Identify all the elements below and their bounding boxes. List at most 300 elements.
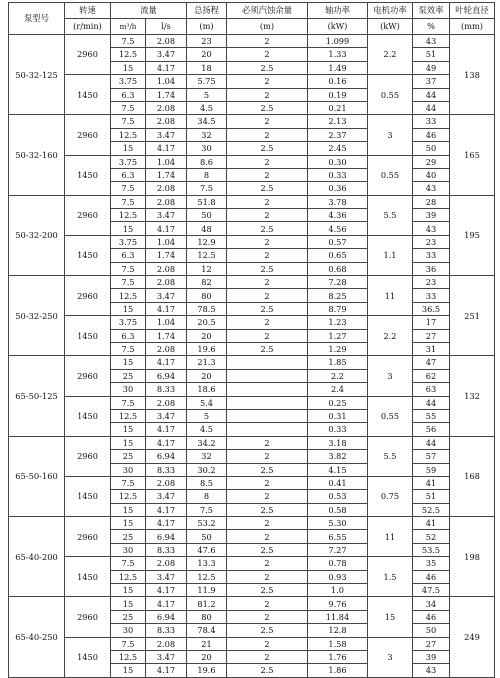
npsh-cell: 2 [227, 517, 308, 530]
efficiency-cell: 23 [413, 235, 450, 248]
flow-m3h-cell: 15 [111, 503, 146, 516]
model-cell: 65-50-125 [9, 356, 65, 436]
header-speed: 转速 [65, 3, 111, 19]
npsh-cell: 2.5 [227, 463, 308, 476]
shaft-power-cell: 0.19 [308, 88, 368, 101]
npsh-cell: 2 [227, 557, 308, 570]
flow-ls-cell: 4.17 [146, 423, 187, 436]
head-cell: 30.2 [187, 463, 227, 476]
shaft-power-cell: 12.8 [308, 624, 368, 637]
flow-ls-cell: 3.47 [146, 48, 187, 61]
flow-ls-cell: 6.94 [146, 610, 187, 623]
efficiency-cell: 27 [413, 637, 450, 650]
npsh-cell [227, 396, 308, 409]
flow-ls-cell: 8.33 [146, 463, 187, 476]
efficiency-cell: 44 [413, 101, 450, 114]
efficiency-cell: 41 [413, 517, 450, 530]
npsh-cell [227, 383, 308, 396]
shaft-power-cell: 1.58 [308, 637, 368, 650]
head-cell: 20 [187, 329, 227, 342]
impeller-diameter-cell: 132 [450, 356, 495, 436]
shaft-power-cell: 1.099 [308, 35, 368, 48]
efficiency-cell: 53.5 [413, 543, 450, 556]
head-cell: 5 [187, 409, 227, 422]
flow-m3h-cell: 15 [111, 664, 146, 677]
flow-ls-cell: 2.08 [146, 195, 187, 208]
impeller-diameter-cell: 195 [450, 195, 495, 275]
npsh-cell: 2.5 [227, 262, 308, 275]
table-row [9, 75, 495, 88]
head-cell: 12 [187, 262, 227, 275]
flow-ls-cell: 1.04 [146, 155, 187, 168]
model-cell: 50-32-160 [9, 115, 65, 195]
efficiency-cell: 39 [413, 209, 450, 222]
shaft-power-cell: 0.41 [308, 476, 368, 489]
npsh-cell: 2 [227, 329, 308, 342]
flow-m3h-cell: 3.75 [111, 155, 146, 168]
header-head: 总扬程 [187, 3, 227, 19]
flow-ls-cell: 3.47 [146, 409, 187, 422]
impeller-diameter-cell: 138 [450, 35, 495, 115]
shaft-power-cell: 0.31 [308, 409, 368, 422]
table-row [9, 356, 495, 369]
motor-power-cell: 11 [368, 517, 413, 557]
efficiency-cell: 36 [413, 262, 450, 275]
impeller-diameter-cell: 249 [450, 597, 495, 677]
flow-m3h-cell: 15 [111, 222, 146, 235]
shaft-power-cell: 4.36 [308, 209, 368, 222]
npsh-cell: 2.5 [227, 584, 308, 597]
shaft-power-cell: 0.57 [308, 235, 368, 248]
speed-cell: 1450 [65, 235, 111, 275]
flow-m3h-cell: 30 [111, 383, 146, 396]
npsh-cell: 2 [227, 436, 308, 449]
efficiency-cell: 57 [413, 450, 450, 463]
npsh-cell: 2.5 [227, 182, 308, 195]
table-row [9, 436, 495, 449]
header-npsh-unit: (m) [227, 19, 308, 35]
efficiency-cell: 39 [413, 650, 450, 663]
head-cell: 8 [187, 490, 227, 503]
efficiency-cell: 43 [413, 222, 450, 235]
npsh-cell: 2 [227, 289, 308, 302]
header-eff-unit: % [413, 19, 450, 35]
npsh-cell: 2.5 [227, 302, 308, 315]
impeller-diameter-cell: 251 [450, 276, 495, 356]
efficiency-cell: 36.5 [413, 302, 450, 315]
table-header [9, 3, 495, 35]
head-cell: 20 [187, 650, 227, 663]
model-cell: 50-32-250 [9, 276, 65, 356]
motor-power-cell: 5.5 [368, 436, 413, 476]
head-cell: 34.5 [187, 115, 227, 128]
motor-power-cell: 3 [368, 115, 413, 155]
head-cell: 4.5 [187, 423, 227, 436]
npsh-cell [227, 423, 308, 436]
npsh-cell [227, 356, 308, 369]
npsh-cell: 2 [227, 235, 308, 248]
flow-m3h-cell: 12.5 [111, 570, 146, 583]
flow-m3h-cell: 15 [111, 142, 146, 155]
table-row [9, 235, 495, 248]
npsh-cell: 2 [227, 570, 308, 583]
flow-ls-cell: 1.74 [146, 88, 187, 101]
motor-power-cell: 3 [368, 356, 413, 396]
npsh-cell: 2 [227, 128, 308, 141]
flow-m3h-cell: 12.5 [111, 289, 146, 302]
flow-ls-cell: 3.47 [146, 209, 187, 222]
head-cell: 13.3 [187, 557, 227, 570]
shaft-power-cell: 4.15 [308, 463, 368, 476]
efficiency-cell: 44 [413, 88, 450, 101]
flow-m3h-cell: 6.3 [111, 168, 146, 181]
flow-ls-cell: 2.08 [146, 35, 187, 48]
table-row [9, 35, 495, 48]
flow-ls-cell: 2.08 [146, 342, 187, 355]
flow-m3h-cell: 3.75 [111, 75, 146, 88]
speed-cell: 1450 [65, 75, 111, 115]
flow-ls-cell: 4.17 [146, 597, 187, 610]
npsh-cell [227, 369, 308, 382]
flow-ls-cell: 2.08 [146, 557, 187, 570]
shaft-power-cell: 2.45 [308, 142, 368, 155]
npsh-cell: 2 [227, 450, 308, 463]
efficiency-cell: 33 [413, 249, 450, 262]
shaft-power-cell: 1.76 [308, 650, 368, 663]
flow-ls-cell: 2.08 [146, 637, 187, 650]
speed-cell: 2960 [65, 195, 111, 235]
npsh-cell: 2 [227, 597, 308, 610]
table-body [9, 35, 495, 678]
efficiency-cell: 33 [413, 289, 450, 302]
flow-m3h-cell: 3.75 [111, 316, 146, 329]
flow-ls-cell: 3.47 [146, 570, 187, 583]
flow-m3h-cell: 15 [111, 436, 146, 449]
efficiency-cell: 49 [413, 61, 450, 74]
flow-m3h-cell: 7.5 [111, 637, 146, 650]
shaft-power-cell: 1.33 [308, 48, 368, 61]
flow-ls-cell: 2.08 [146, 276, 187, 289]
npsh-cell: 2 [227, 249, 308, 262]
head-cell: 32 [187, 450, 227, 463]
head-cell: 5 [187, 88, 227, 101]
table-row [9, 115, 495, 128]
flow-m3h-cell: 25 [111, 369, 146, 382]
head-cell: 20 [187, 48, 227, 61]
shaft-power-cell: 0.33 [308, 423, 368, 436]
head-cell: 8.6 [187, 155, 227, 168]
head-cell: 82 [187, 276, 227, 289]
efficiency-cell: 51 [413, 48, 450, 61]
flow-ls-cell: 2.08 [146, 101, 187, 114]
flow-m3h-cell: 7.5 [111, 396, 146, 409]
flow-m3h-cell: 12.5 [111, 209, 146, 222]
impeller-diameter-cell: 168 [450, 436, 495, 516]
shaft-power-cell: 4.56 [308, 222, 368, 235]
speed-cell: 2960 [65, 115, 111, 155]
motor-power-cell: 0.55 [368, 155, 413, 195]
pump-performance-table [8, 2, 495, 678]
flow-m3h-cell: 30 [111, 624, 146, 637]
speed-cell: 1450 [65, 476, 111, 516]
flow-m3h-cell: 15 [111, 597, 146, 610]
speed-cell: 1450 [65, 396, 111, 436]
shaft-power-cell: 8.25 [308, 289, 368, 302]
efficiency-cell: 51 [413, 490, 450, 503]
shaft-power-cell: 0.33 [308, 168, 368, 181]
head-cell: 12.5 [187, 249, 227, 262]
npsh-cell: 2 [227, 650, 308, 663]
flow-ls-cell: 1.04 [146, 316, 187, 329]
speed-cell: 1450 [65, 637, 111, 677]
npsh-cell: 2 [227, 530, 308, 543]
header-model: 泵型号 [9, 3, 65, 35]
flow-m3h-cell: 6.3 [111, 329, 146, 342]
flow-m3h-cell: 7.5 [111, 101, 146, 114]
flow-ls-cell: 3.47 [146, 128, 187, 141]
head-cell: 78.4 [187, 624, 227, 637]
shaft-power-cell: 1.49 [308, 61, 368, 74]
head-cell: 47.6 [187, 543, 227, 556]
flow-ls-cell: 6.94 [146, 369, 187, 382]
header-shaft-power: 轴功率 [308, 3, 368, 19]
flow-ls-cell: 8.33 [146, 383, 187, 396]
shaft-power-cell: 7.28 [308, 276, 368, 289]
flow-m3h-cell: 25 [111, 530, 146, 543]
head-cell: 32 [187, 128, 227, 141]
flow-m3h-cell: 12.5 [111, 128, 146, 141]
npsh-cell: 2.5 [227, 142, 308, 155]
efficiency-cell: 47.5 [413, 584, 450, 597]
efficiency-cell: 62 [413, 369, 450, 382]
npsh-cell: 2 [227, 88, 308, 101]
table-row [9, 316, 495, 329]
head-cell: 20 [187, 369, 227, 382]
npsh-cell: 2 [227, 48, 308, 61]
flow-m3h-cell: 3.75 [111, 235, 146, 248]
npsh-cell: 2.5 [227, 503, 308, 516]
motor-power-cell: 3 [368, 637, 413, 677]
flow-m3h-cell: 7.5 [111, 476, 146, 489]
header-npsh: 必须汽蚀余量 [227, 3, 308, 19]
shaft-power-cell: 3.18 [308, 436, 368, 449]
npsh-cell: 2.5 [227, 101, 308, 114]
flow-m3h-cell: 6.3 [111, 249, 146, 262]
flow-ls-cell: 4.17 [146, 584, 187, 597]
flow-m3h-cell: 7.5 [111, 115, 146, 128]
shaft-power-cell: 2.4 [308, 383, 368, 396]
head-cell: 12.5 [187, 570, 227, 583]
speed-cell: 2960 [65, 436, 111, 476]
npsh-cell: 2 [227, 168, 308, 181]
efficiency-cell: 40 [413, 168, 450, 181]
efficiency-cell: 34 [413, 597, 450, 610]
npsh-cell: 2 [227, 610, 308, 623]
efficiency-cell: 23 [413, 276, 450, 289]
header-flow-m3h: m³/h [111, 19, 146, 35]
npsh-cell: 2 [227, 75, 308, 88]
speed-cell: 1450 [65, 316, 111, 356]
flow-ls-cell: 6.94 [146, 530, 187, 543]
flow-m3h-cell: 7.5 [111, 195, 146, 208]
flow-ls-cell: 2.08 [146, 396, 187, 409]
flow-m3h-cell: 12.5 [111, 409, 146, 422]
npsh-cell [227, 409, 308, 422]
motor-power-cell: 0.55 [368, 396, 413, 436]
table-row [9, 155, 495, 168]
efficiency-cell: 43 [413, 182, 450, 195]
model-cell: 65-50-160 [9, 436, 65, 516]
shaft-power-cell: 5.30 [308, 517, 368, 530]
motor-power-cell: 0.75 [368, 476, 413, 516]
speed-cell: 2960 [65, 517, 111, 557]
head-cell: 5.75 [187, 75, 227, 88]
shaft-power-cell: 7.27 [308, 543, 368, 556]
efficiency-cell: 46 [413, 128, 450, 141]
shaft-power-cell: 1.23 [308, 316, 368, 329]
head-cell: 11.9 [187, 584, 227, 597]
shaft-power-cell: 0.65 [308, 249, 368, 262]
shaft-power-cell: 0.30 [308, 155, 368, 168]
head-cell: 7.5 [187, 503, 227, 516]
flow-m3h-cell: 15 [111, 356, 146, 369]
flow-ls-cell: 4.17 [146, 517, 187, 530]
efficiency-cell: 59 [413, 463, 450, 476]
flow-ls-cell: 8.33 [146, 543, 187, 556]
head-cell: 81.2 [187, 597, 227, 610]
shaft-power-cell: 1.27 [308, 329, 368, 342]
shaft-power-cell: 3.78 [308, 195, 368, 208]
efficiency-cell: 29 [413, 155, 450, 168]
flow-ls-cell: 4.17 [146, 436, 187, 449]
head-cell: 53.2 [187, 517, 227, 530]
shaft-power-cell: 6.55 [308, 530, 368, 543]
flow-m3h-cell: 7.5 [111, 276, 146, 289]
efficiency-cell: 35 [413, 557, 450, 570]
model-cell: 50-32-125 [9, 35, 65, 115]
header-head-unit: (m) [187, 19, 227, 35]
efficiency-cell: 56 [413, 423, 450, 436]
flow-ls-cell: 4.17 [146, 503, 187, 516]
efficiency-cell: 33 [413, 115, 450, 128]
npsh-cell: 2.5 [227, 624, 308, 637]
flow-ls-cell: 2.08 [146, 262, 187, 275]
motor-power-cell: 2.2 [368, 35, 413, 75]
head-cell: 8 [187, 168, 227, 181]
flow-ls-cell: 4.17 [146, 142, 187, 155]
flow-ls-cell: 4.17 [146, 664, 187, 677]
shaft-power-cell: 2.2 [308, 369, 368, 382]
shaft-power-cell: 2.37 [308, 128, 368, 141]
efficiency-cell: 43 [413, 35, 450, 48]
header-speed-unit: (r/min) [65, 19, 111, 35]
efficiency-cell: 44 [413, 436, 450, 449]
flow-ls-cell: 1.74 [146, 329, 187, 342]
flow-m3h-cell: 12.5 [111, 650, 146, 663]
head-cell: 18.6 [187, 383, 227, 396]
flow-ls-cell: 2.08 [146, 476, 187, 489]
npsh-cell: 2 [227, 490, 308, 503]
flow-ls-cell: 6.94 [146, 450, 187, 463]
efficiency-cell: 43 [413, 664, 450, 677]
speed-cell: 2960 [65, 356, 111, 396]
efficiency-cell: 47 [413, 356, 450, 369]
npsh-cell: 2.5 [227, 342, 308, 355]
motor-power-cell: 11 [368, 276, 413, 316]
header-dia-unit: (mm) [450, 19, 495, 35]
efficiency-cell: 63 [413, 383, 450, 396]
efficiency-cell: 46 [413, 610, 450, 623]
shaft-power-cell: 0.58 [308, 503, 368, 516]
efficiency-cell: 37 [413, 75, 450, 88]
motor-power-cell: 2.2 [368, 316, 413, 356]
head-cell: 7.5 [187, 182, 227, 195]
npsh-cell: 2 [227, 476, 308, 489]
npsh-cell: 2 [227, 195, 308, 208]
header-flow-ls: l/s [146, 19, 187, 35]
flow-m3h-cell: 12.5 [111, 48, 146, 61]
head-cell: 80 [187, 289, 227, 302]
shaft-power-cell: 0.21 [308, 101, 368, 114]
efficiency-cell: 50 [413, 142, 450, 155]
flow-ls-cell: 4.17 [146, 302, 187, 315]
head-cell: 50 [187, 209, 227, 222]
flow-m3h-cell: 7.5 [111, 557, 146, 570]
table-row [9, 637, 495, 650]
shaft-power-cell: 1.85 [308, 356, 368, 369]
flow-ls-cell: 4.17 [146, 61, 187, 74]
head-cell: 78.5 [187, 302, 227, 315]
flow-ls-cell: 8.33 [146, 624, 187, 637]
efficiency-cell: 52.5 [413, 503, 450, 516]
motor-power-cell: 15 [368, 597, 413, 637]
efficiency-cell: 41 [413, 476, 450, 489]
efficiency-cell: 55 [413, 409, 450, 422]
head-cell: 8.5 [187, 476, 227, 489]
efficiency-cell: 52 [413, 530, 450, 543]
shaft-power-cell: 0.53 [308, 490, 368, 503]
head-cell: 23 [187, 35, 227, 48]
motor-power-cell: 1.5 [368, 557, 413, 597]
speed-cell: 1450 [65, 557, 111, 597]
flow-m3h-cell: 7.5 [111, 35, 146, 48]
flow-ls-cell: 3.47 [146, 490, 187, 503]
header-motor-unit: (kW) [368, 19, 413, 35]
motor-power-cell: 5.5 [368, 195, 413, 235]
model-cell: 65-40-200 [9, 517, 65, 597]
head-cell: 80 [187, 610, 227, 623]
header-motor-power: 电机功率 [368, 3, 413, 19]
shaft-power-cell: 0.68 [308, 262, 368, 275]
flow-ls-cell: 2.08 [146, 115, 187, 128]
table-row [9, 396, 495, 409]
table-row [9, 476, 495, 489]
flow-ls-cell: 3.47 [146, 289, 187, 302]
table-row [9, 517, 495, 530]
shaft-power-cell: 1.29 [308, 342, 368, 355]
flow-ls-cell: 1.74 [146, 168, 187, 181]
flow-ls-cell: 2.08 [146, 182, 187, 195]
flow-ls-cell: 1.74 [146, 249, 187, 262]
flow-m3h-cell: 30 [111, 543, 146, 556]
flow-m3h-cell: 7.5 [111, 342, 146, 355]
speed-cell: 1450 [65, 155, 111, 195]
motor-power-cell: 0.55 [368, 75, 413, 115]
head-cell: 4.5 [187, 101, 227, 114]
efficiency-cell: 27 [413, 329, 450, 342]
shaft-power-cell: 11.84 [308, 610, 368, 623]
efficiency-cell: 50 [413, 624, 450, 637]
